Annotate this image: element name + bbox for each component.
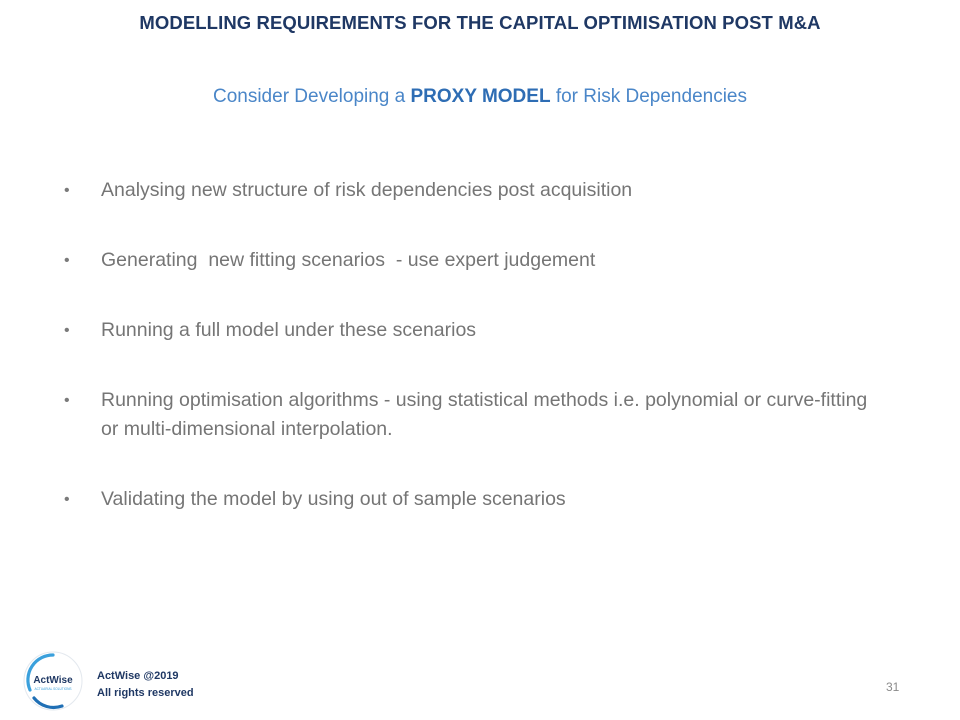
page-number: 31 <box>886 680 900 694</box>
bullet-item <box>60 485 880 514</box>
footer-copyright <box>97 668 194 702</box>
bullet-list <box>60 176 880 555</box>
rights-text: All rights reserved <box>97 687 194 699</box>
bullet-item <box>60 316 880 345</box>
bullet-text: Analysing new structure of risk dependencies post acquisition <box>101 179 633 201</box>
actwise-logo <box>22 650 84 712</box>
bullet-icon: • <box>64 252 70 269</box>
actwise-logo-icon <box>22 650 84 712</box>
bullet-icon: • <box>64 392 70 409</box>
slide-title: MODELLING REQUIREMENTS FOR THE CAPITAL OPTIMISATION POST M&A <box>139 12 821 33</box>
logo-tagline: ACTUARIAL SOLUTIONS <box>34 687 72 691</box>
bullet-icon: • <box>64 182 70 199</box>
bullet-text: Running optimisation algorithms - using statistical methods i.e. polynomial or curve-fitting or multi-dimensional interpolation. <box>101 389 868 440</box>
subtitle-suffix: for Risk Dependencies <box>550 86 747 107</box>
slide-subtitle <box>0 86 960 108</box>
bullet-text: Generating new fitting scenarios - use expert judgement <box>101 249 596 271</box>
bullet-item <box>60 386 880 444</box>
subtitle-prefix: Consider Developing a <box>212 86 411 107</box>
bullet-icon: • <box>64 322 70 339</box>
copyright-text: ActWise @2019 <box>97 670 179 682</box>
bullet-icon: • <box>64 491 70 508</box>
logo-wordmark: ActWise <box>33 675 73 686</box>
bullet-item <box>60 176 880 205</box>
subtitle-emphasis: PROXY MODEL <box>410 86 551 107</box>
bullet-text: Validating the model by using out of sample scenarios <box>101 488 566 510</box>
bullet-text: Running a full model under these scenarios <box>101 319 477 341</box>
bullet-item <box>60 246 880 275</box>
